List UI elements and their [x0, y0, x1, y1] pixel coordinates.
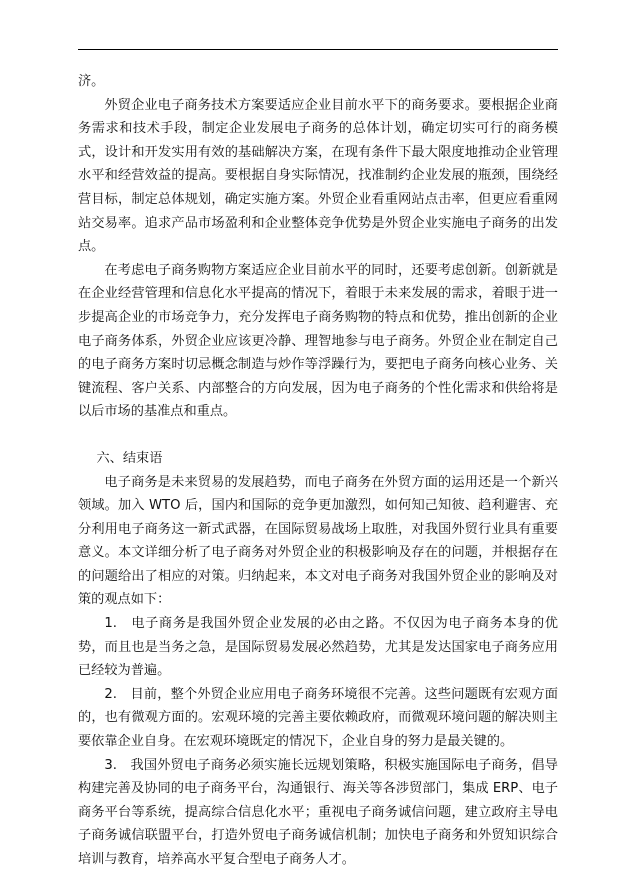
- list-item-2: 2. 目前，整个外贸企业应用电子商务环境很不完善。这些问题既有宏观方面的，也有微观方面的。宏观环境的完善主要依赖政府，而微观环境问题的解决则主要依靠企业自身。在宏观环境既定的情况下，企业自身的努力是最关键的。: [78, 686, 558, 750]
- section-heading: 六、结束语: [96, 450, 163, 466]
- header-rule: [78, 49, 558, 50]
- paragraph-innovation: 在考虑电子商务购物方案适应企业目前水平的同时，还要考虑创新。创新就是在企业经营管理和信息化水平提高的情况下，着眼于未来发展的需求，着眼于进一步提高企业的市场竞争力，充分发挥电子商务购物的特点和优势，推出创新的企业电子商务体系，外贸企业应该更冷静、理智地参与电子商务。外贸企业在制定自己的电子商务方案时切忌概念制造与炒作等浮躁行为，要把电子商务向核心业务、关键流程、客户关系、内部整合的方向发展，因为电子商务的个性化需求和供给将是以后市场的基准点和重点。: [78, 262, 558, 420]
- list-item-1: 1. 电子商务是我国外贸企业发展的必由之路。不仅因为电子商务本身的优势，而且也是当务之急，是国际贸易发展必然趋势，尤其是发达国家电子商务应用已经较为普遍。: [78, 616, 558, 679]
- body-text: [78, 70, 558, 872]
- paragraph-technical-plan: 外贸企业电子商务技术方案要适应企业目前水平下的商务要求。要根据企业商务需求和技术手段，制定企业发展电子商务的总体计划，确定切实可行的商务模式，设计和开发实用有效的基础解决方案，在现有条件下最大限度地推动企业管理水平和经营效益的提高。要根据自身实际情况，找准制约企业发展的瓶颈，围绕经营目标，制定总体规划，确定实施方案。外贸企业看重网站点击率，但更应看重网站交易率。追求产品市场盈利和企业整体竞争优势是外贸企业实施电子商务的出发点。: [78, 97, 558, 255]
- list-item-3: 3. 我国外贸电子商务必须实施长远规划策略，积极实施国际电子商务，倡导构建完善及协同的电子商务平台，沟通银行、海关等各涉贸部门，集成 ERP、电子商务平台等系统，提高综合信息化水平；重视电子商务诚信问题，建立政府主导电子商务诚信联盟平台，打造外贸电子商务诚信机制；加快电子商务和外贸知识综合培训与教育，培养高水平复合型电子商务人才。: [78, 757, 558, 867]
- paragraph-conclusion-intro: 电子商务是未来贸易的发展趋势，而电子商务在外贸方面的运用还是一个新兴领域。加入 WTO 后，国内和国际的竞争更加激烈，如何知己知彼、趋利避害、充分利用电子商务这一新式武器，在国际贸易战场上取胜，对我国外贸行业具有重要意义。本文详细分析了电子商务对外贸企业的积极影响及存在的问题，并根据存在的问题给出了相应的对策。归纳起来，本文对电子商务对我国外贸企业的影响及对策的观点如下：: [78, 474, 558, 608]
- section-gap: [78, 424, 558, 447]
- paragraph-continuation: 济。: [78, 74, 105, 89]
